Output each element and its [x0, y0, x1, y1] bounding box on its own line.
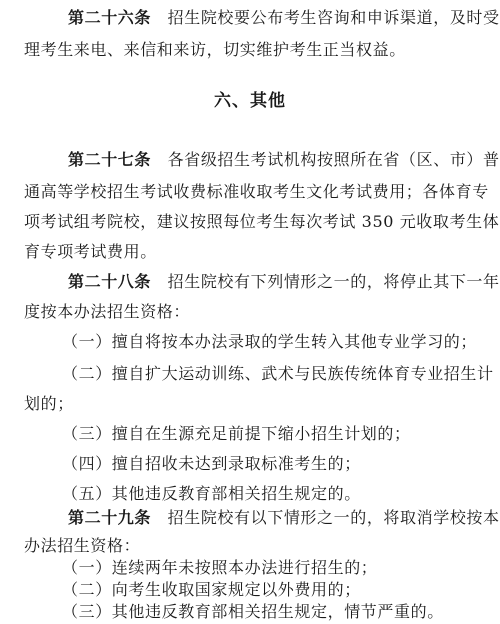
article-27-text-1: 各省级招生考试机构按照所在省（区、市）普	[167, 150, 500, 169]
article-28-text-1: 招生院校有下列情形之一的，将停止其下一年	[167, 272, 500, 291]
section-6-title: 六、其他	[214, 91, 286, 111]
article-27-line-3: 项考试组考院校，建议按照每位考生每次考试 350 元收取考生体	[24, 212, 500, 231]
article-26-number: 第二十六条	[68, 8, 152, 27]
article-29-item-3: （三）其他违反教育部相关招生规定，情节严重的。	[62, 602, 444, 621]
article-28-item-2-line-1: （二）擅自扩大运动训练、武术与民族传统体育专业招生计	[62, 364, 494, 383]
article-27-line-1	[0, 150, 500, 170]
article-29-text-1: 招生院校有以下情形之一的，将取消学校按本	[167, 508, 500, 527]
article-29-number: 第二十九条	[68, 508, 152, 527]
article-29-line-1	[0, 508, 500, 528]
article-26-text-1: 招生院校要公布考生咨询和申诉渠道，及时受	[167, 8, 500, 27]
article-29-item-2: （二）向考生收取国家规定以外费用的；	[62, 580, 361, 599]
article-28-number: 第二十八条	[68, 272, 152, 291]
article-28-item-1: （一）擅自将按本办法录取的学生转入其他专业学习的；	[62, 332, 478, 351]
article-29-item-1: （一）连续两年未按照本办法进行招生的；	[62, 558, 378, 577]
article-26-line-2: 理考生来电、来信和来访，切实维护考生正当权益。	[24, 40, 406, 59]
article-26-line-1	[0, 8, 500, 28]
article-28-item-5: （五）其他违反教育部相关招生规定的。	[62, 484, 361, 503]
article-27-line-2: 通高等学校招生考试收费标准收取考生文化考试费用；各体育专	[24, 182, 489, 201]
article-27-number: 第二十七条	[68, 150, 152, 169]
article-28-line-2: 度按本办法招生资格：	[24, 302, 191, 321]
article-27-line-4: 育专项考试费用。	[24, 242, 157, 261]
article-29-line-2: 办法招生资格：	[24, 536, 141, 555]
article-28-item-2-line-2: 划的；	[24, 394, 74, 413]
article-28-line-1	[0, 272, 500, 292]
article-28-item-3: （三）擅自在生源充足前提下缩小招生计划的；	[62, 424, 411, 443]
article-28-item-4: （四）擅自招收未达到录取标准考生的；	[62, 454, 361, 473]
